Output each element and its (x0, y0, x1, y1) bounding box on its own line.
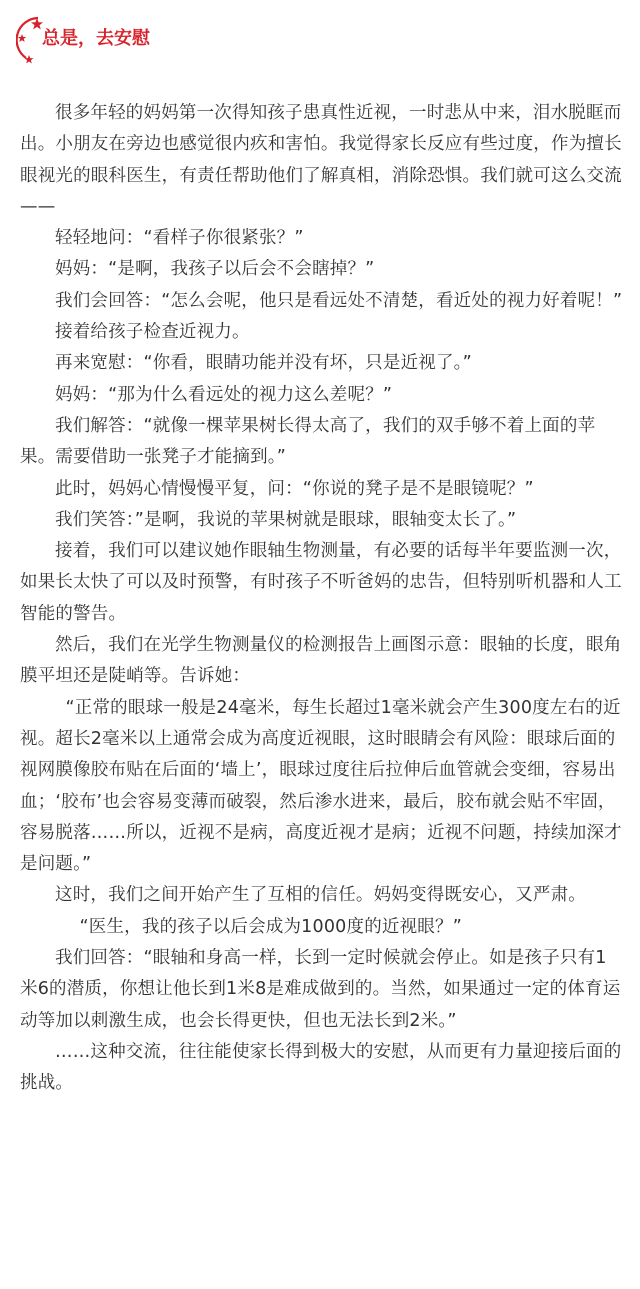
paragraph: 轻轻地问：“看样子你很紧张？” (55, 228, 304, 249)
paragraph-quote: “医生，我的孩子以后会成为1000度的近视眼？” (79, 916, 462, 937)
paragraph: 接着给孩子检查近视力。 (55, 322, 250, 343)
article-body (20, 98, 624, 1100)
paragraph: 妈妈：“那为什么看远处的视力这么差呢？” (55, 384, 393, 405)
section-header (16, 14, 316, 64)
paragraph: 再来宽慰：“你看，眼睛功能并没有坏，只是近视了。” (55, 353, 472, 374)
paragraph: 接着，我们可以建议她作眼轴生物测量，有必要的话每半年要监测一次，如果长太快了可以及时预警，有时孩子不听爸妈的忠告，但特别听机器和人工智能的警告。 (20, 541, 622, 624)
paragraph: 此时，妈妈心情慢慢平复，问：“你说的凳子是不是眼镜呢？” (55, 478, 534, 499)
paragraph: 我们会回答：“怎么会呢，他只是看远处不清楚，看近处的视力好着呢！” (55, 290, 623, 311)
paragraph: ……这种交流，往往能使家长得到极大的安慰，从而更有力量迎接后面的挑战。 (20, 1041, 622, 1094)
paragraph-quote: “正常的眼球一般是24毫米，每生长超过1毫米就会产生300度左右的近视。超长2毫米以上通常会成为高度近视眼，这时眼睛会有风险：眼球后面的视网膜像胶布贴在后面的‘墙上’，眼球过度往后拉伸后血管就会变细，容易出血；‘胶布’也会容易变薄而破裂，然后渗水进来，最后，胶布就会贴不牢固，容易脱落……所以，近视不是病，高度近视才是病；近视不问题，持续加深才是问题。” (20, 697, 622, 875)
paragraph: 很多年轻的妈妈第一次得知孩子患真性近视，一时悲从中来，泪水脱眶而出。小朋友在旁边也感觉很内疚和害怕。我觉得家长反应有些过度，作为擅长眼视光的眼科医生，有责任帮助他们了解真相，消除恐惧。我们就可这么交流—— (20, 103, 622, 217)
section-title: 总是，去安慰 (42, 28, 150, 49)
paragraph: 我们解答：“就像一棵苹果树长得太高了，我们的双手够不着上面的苹果。需要借助一张凳子才能摘到。” (20, 415, 596, 468)
paragraph: 我们回答：“眼轴和身高一样，长到一定时候就会停止。如是孩子只有1米6的潜质，你想让他长到1米8是难成做到的。当然，如果通过一定的体育运动等加以刺激生成，也会长得更快，但也无法长到2米。” (20, 948, 621, 1031)
paragraph: 然后，我们在光学生物测量仪的检测报告上画图示意：眼轴的长度，眼角膜平坦还是陡峭等。告诉她： (20, 635, 622, 687)
paragraph: 我们笑答：”是啊，我说的苹果树就是眼球，眼轴变太长了。” (55, 509, 517, 530)
paragraph: 这时，我们之间开始产生了互相的信任。妈妈变得既安心，又严肃。 (55, 885, 586, 906)
paragraph: 妈妈：“是啊，我孩子以后会不会瞎掉？” (55, 259, 375, 280)
